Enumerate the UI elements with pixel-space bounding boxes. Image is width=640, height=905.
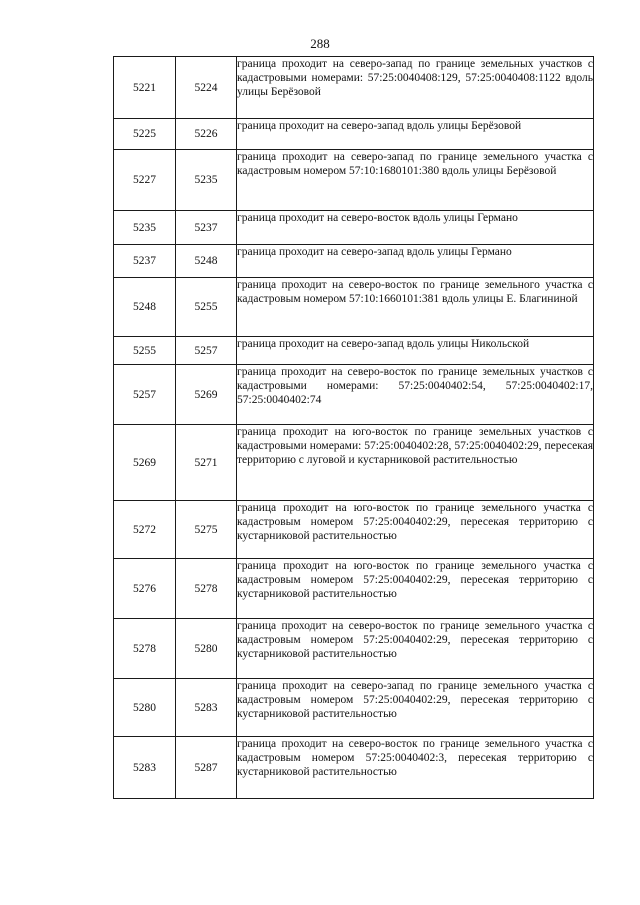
boundary-description: граница проходит на северо-запад по границе земельного участка с кадастровым номером 57:10:1680101:380 вдоль улицы Берёзовой [237, 150, 594, 211]
boundary-description: граница проходит на северо-запад вдоль улицы Германо [237, 245, 594, 278]
point-from: 5235 [114, 211, 176, 245]
boundary-description: граница проходит на северо-восток по границе земельного участка с кадастровым номером 57:25:0040402:29, пересекая территорию с кустарниковой растительностью [237, 619, 594, 679]
table-row [114, 425, 594, 501]
table-row [114, 245, 594, 278]
table-row [114, 365, 594, 425]
point-to: 5275 [176, 501, 237, 559]
point-from: 5278 [114, 619, 176, 679]
point-from: 5237 [114, 245, 176, 278]
point-to: 5283 [176, 679, 237, 737]
boundary-description: граница проходит на северо-запад по границе земельного участка с кадастровым номером 57:25:0040402:29, пересекая территорию с кустарниковой растительностью [237, 679, 594, 737]
point-from: 5276 [114, 559, 176, 619]
point-from: 5248 [114, 278, 176, 337]
table-row [114, 619, 594, 679]
point-to: 5248 [176, 245, 237, 278]
boundary-description: граница проходит на юго-восток по границе земельного участка с кадастровым номером 57:25:0040402:29, пересекая территорию с кустарниковой растительностью [237, 501, 594, 559]
point-to: 5280 [176, 619, 237, 679]
table-body [114, 57, 594, 799]
boundary-description: граница проходит на северо-восток вдоль улицы Германо [237, 211, 594, 245]
table-row [114, 337, 594, 365]
point-from: 5255 [114, 337, 176, 365]
table-row [114, 737, 594, 799]
boundary-description: граница проходит на северо-восток по границе земельного участка с кадастровым номером 57:25:0040402:3, пересекая территорию с кустарниковой растительностью [237, 737, 594, 799]
table-row [114, 679, 594, 737]
boundary-description: граница проходит на юго-восток по границе земельных участков с кадастровыми номерами: 57:25:0040402:28, 57:25:0040402:29, пересекая территорию с луговой и кустарниковой растительностью [237, 425, 594, 501]
table-row [114, 559, 594, 619]
point-to: 5257 [176, 337, 237, 365]
point-to: 5224 [176, 57, 237, 119]
point-to: 5237 [176, 211, 237, 245]
point-from: 5280 [114, 679, 176, 737]
point-from: 5221 [114, 57, 176, 119]
point-to: 5255 [176, 278, 237, 337]
point-to: 5269 [176, 365, 237, 425]
boundary-description: граница проходит на северо-запад вдоль улицы Берёзовой [237, 119, 594, 150]
table-row [114, 57, 594, 119]
point-to: 5278 [176, 559, 237, 619]
point-from: 5227 [114, 150, 176, 211]
point-to: 5235 [176, 150, 237, 211]
boundary-description: граница проходит на северо-запад по границе земельных участков с кадастровыми номерами: 57:25:0040408:129, 57:25:0040408:1122 вдоль улицы Берёзовой [237, 57, 594, 119]
boundary-description: граница проходит на юго-восток по границе земельного участка с кадастровым номером 57:25:0040402:29, пересекая территорию с кустарниковой растительностью [237, 559, 594, 619]
point-to: 5226 [176, 119, 237, 150]
table-row [114, 278, 594, 337]
point-from: 5269 [114, 425, 176, 501]
point-to: 5287 [176, 737, 237, 799]
page-number: 288 [310, 36, 330, 51]
boundary-table [113, 56, 594, 799]
table-row [114, 119, 594, 150]
boundary-description: граница проходит на северо-восток по границе земельного участка с кадастровым номером 57:10:1660101:381 вдоль улицы Е. Благининой [237, 278, 594, 337]
point-from: 5225 [114, 119, 176, 150]
table-row [114, 211, 594, 245]
point-from: 5272 [114, 501, 176, 559]
boundary-description: граница проходит на северо-запад вдоль улицы Никольской [237, 337, 594, 365]
point-to: 5271 [176, 425, 237, 501]
boundary-description: граница проходит на северо-восток по границе земельных участков с кадастровыми номерами: 57:25:0040402:54, 57:25:0040402:17, 57:25:0040402:74 [237, 365, 594, 425]
table-row [114, 150, 594, 211]
table-row [114, 501, 594, 559]
point-from: 5257 [114, 365, 176, 425]
point-from: 5283 [114, 737, 176, 799]
